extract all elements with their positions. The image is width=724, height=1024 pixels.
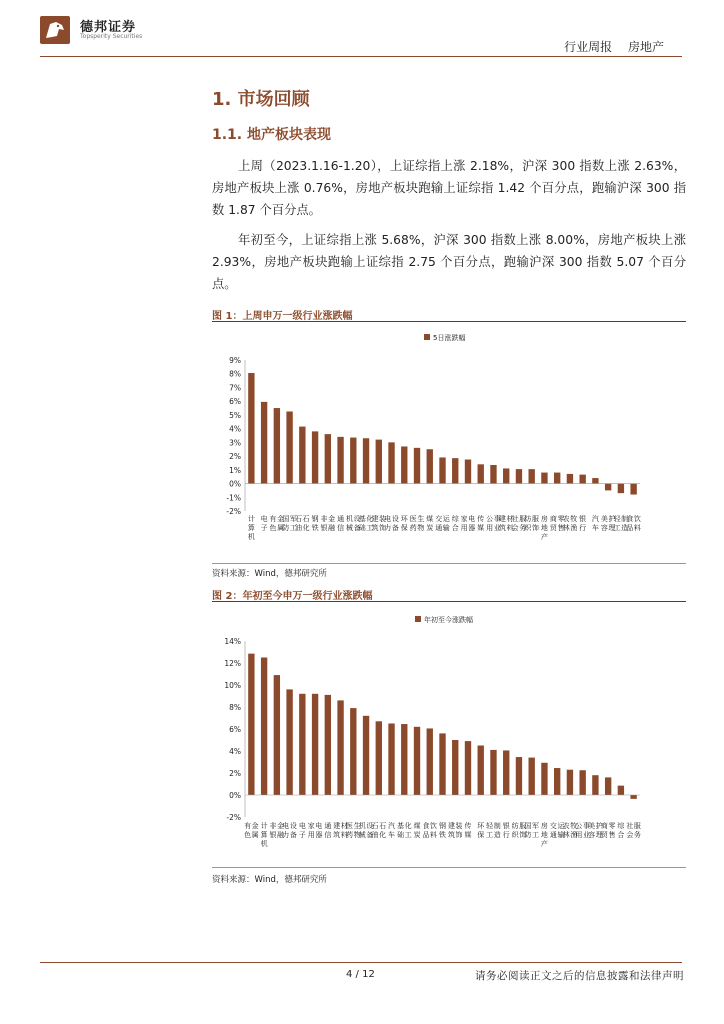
y-tick-label: 0% bbox=[229, 791, 241, 800]
figure2-top-rule bbox=[212, 601, 686, 602]
x-tick-label: 电器 bbox=[315, 822, 323, 839]
x-tick-label: 牧渔 bbox=[570, 515, 578, 532]
y-tick-label: -2% bbox=[226, 813, 241, 822]
chart-bar bbox=[579, 475, 585, 484]
x-tick-label: 军工 bbox=[289, 515, 297, 532]
x-tick-label: 综合 bbox=[617, 822, 625, 839]
x-tick-label: 生物 bbox=[417, 515, 425, 532]
chart-bar bbox=[261, 658, 267, 796]
x-tick-label: 农林 bbox=[562, 515, 570, 532]
y-tick-label: 4% bbox=[229, 424, 241, 434]
legend-swatch bbox=[415, 616, 421, 622]
chart-bar bbox=[427, 728, 433, 795]
y-tick-label: -1% bbox=[226, 493, 241, 503]
chart-bar bbox=[478, 746, 484, 796]
x-tick-label: 生物 bbox=[353, 822, 361, 839]
x-tick-label: 煤炭 bbox=[426, 515, 434, 532]
x-tick-label: 环保 bbox=[477, 822, 485, 839]
chart-bar bbox=[554, 768, 560, 795]
chart-bar bbox=[286, 411, 292, 483]
paragraph-weekly bbox=[212, 155, 686, 221]
chart-bar bbox=[414, 448, 420, 484]
y-tick-label: 12% bbox=[224, 659, 241, 668]
x-tick-label: 汽车 bbox=[388, 822, 396, 839]
x-tick-label: 事业 bbox=[582, 822, 590, 839]
figure2-source: 资料来源：Wind，德邦研究所 bbox=[212, 875, 327, 885]
x-tick-label: 食品 bbox=[626, 515, 634, 532]
chart-bar bbox=[388, 442, 394, 483]
legal-disclaimer: 请务必阅读正文之后的信息披露和法律声明 bbox=[475, 970, 684, 982]
y-tick-label: 0% bbox=[229, 479, 241, 489]
chart-bar bbox=[452, 740, 458, 795]
x-tick-label: 军工 bbox=[531, 822, 539, 839]
x-tick-label: 基础 bbox=[396, 822, 404, 839]
x-tick-label: 设备 bbox=[366, 822, 374, 839]
x-tick-label: 国防 bbox=[282, 515, 290, 532]
chart-bar bbox=[490, 465, 496, 484]
x-tick-label: 材料 bbox=[506, 515, 514, 532]
x-tick-label: 材料 bbox=[340, 822, 348, 839]
x-tick-label: 银行 bbox=[579, 515, 587, 532]
chart-bar bbox=[350, 708, 356, 795]
y-tick-label: 14% bbox=[224, 637, 241, 646]
subsection-title: 1.1. 地产板块表现 bbox=[212, 127, 331, 143]
chart-bar bbox=[605, 777, 611, 795]
x-tick-label: 金属 bbox=[251, 822, 259, 839]
section-title: 1. 市场回顾 bbox=[212, 89, 310, 110]
x-tick-label: 商贸 bbox=[549, 515, 557, 532]
x-tick-label: 设备 bbox=[391, 515, 399, 532]
figure2-title: 图 2：年初至今申万一级行业涨跌幅 bbox=[212, 591, 373, 602]
paragraph-ytd bbox=[212, 229, 686, 295]
chart-bar bbox=[312, 694, 318, 795]
x-tick-label: 钢铁 bbox=[439, 822, 446, 839]
x-tick-label: 社会 bbox=[626, 822, 634, 839]
chart-bar bbox=[401, 446, 407, 483]
x-tick-label: 装饰 bbox=[379, 515, 387, 532]
x-tick-label: 交通 bbox=[549, 822, 557, 839]
chart-bar bbox=[529, 758, 535, 795]
x-tick-label: 建筑 bbox=[371, 515, 379, 532]
y-tick-label: -2% bbox=[226, 507, 241, 516]
x-tick-label: 综合 bbox=[451, 515, 459, 532]
x-tick-label: 石化 bbox=[379, 822, 387, 839]
chart-bar bbox=[299, 694, 305, 795]
x-tick-label: 化工 bbox=[404, 822, 412, 839]
figure2-bottom-rule bbox=[212, 867, 686, 868]
legend-label: 年初至今涨跌幅 bbox=[424, 616, 473, 624]
figure1-title: 图 1：上周申万一级行业涨跌幅 bbox=[212, 311, 353, 322]
chart-bar bbox=[248, 654, 254, 795]
x-tick-label: 运输 bbox=[557, 822, 565, 839]
chart-bar bbox=[630, 795, 636, 799]
logo-icon bbox=[40, 16, 70, 44]
x-tick-label: 家用 bbox=[460, 515, 468, 532]
x-tick-label: 美容 bbox=[600, 515, 608, 532]
x-tick-label: 服务 bbox=[519, 515, 527, 532]
figure1-chart bbox=[212, 324, 686, 562]
x-tick-label: 石油 bbox=[371, 822, 379, 839]
x-tick-label: 机械 bbox=[358, 822, 366, 839]
x-tick-label: 计算机 bbox=[247, 515, 255, 541]
x-tick-label: 电力 bbox=[384, 515, 392, 532]
y-tick-label: 6% bbox=[229, 397, 241, 407]
paragraph-ytd-text: 年初至今，上证综指上涨 5.68%，沪深 300 指数上涨 8.00%，房地产板块上涨 2.93%，房地产板块跑输上证综指 2.75 个百分点，跑输沪深 300 指数 5.07 个百分点。 bbox=[212, 233, 686, 291]
x-tick-label: 美容 bbox=[588, 822, 596, 839]
chart-bar bbox=[541, 763, 547, 795]
x-tick-label: 传媒 bbox=[464, 822, 472, 839]
x-tick-label: 电器 bbox=[468, 515, 476, 532]
x-tick-label: 建筑 bbox=[498, 515, 506, 532]
chart-bar bbox=[618, 484, 624, 494]
x-tick-label: 家用 bbox=[307, 822, 315, 839]
x-tick-label: 饮料 bbox=[633, 515, 641, 532]
brand-name: 德邦证券 bbox=[80, 20, 137, 35]
chart-bar bbox=[567, 770, 573, 795]
y-tick-label: 7% bbox=[229, 383, 241, 393]
x-tick-label: 服务 bbox=[633, 822, 641, 839]
x-tick-label: 金融 bbox=[277, 822, 285, 839]
x-tick-label: 煤炭 bbox=[413, 822, 421, 839]
x-tick-label: 设备 bbox=[289, 822, 297, 839]
chart-bar bbox=[401, 724, 407, 795]
x-tick-label: 非银 bbox=[269, 822, 277, 839]
chart-bar bbox=[261, 402, 267, 484]
y-tick-label: 6% bbox=[229, 725, 241, 734]
x-tick-label: 纺织 bbox=[524, 515, 532, 532]
x-tick-label: 电子 bbox=[260, 515, 268, 532]
y-tick-label: 10% bbox=[224, 681, 241, 690]
legend-swatch bbox=[424, 334, 430, 340]
y-tick-label: 5% bbox=[229, 410, 241, 420]
x-tick-label: 事业 bbox=[493, 515, 501, 532]
y-tick-label: 4% bbox=[229, 747, 241, 756]
x-tick-label: 护理 bbox=[608, 515, 616, 532]
x-tick-label: 金融 bbox=[328, 515, 336, 532]
chart-bar bbox=[465, 741, 471, 795]
x-tick-label: 轻工 bbox=[613, 515, 621, 532]
chart-bar bbox=[554, 473, 560, 484]
x-tick-label: 商贸 bbox=[600, 822, 608, 839]
chart-bar bbox=[325, 695, 331, 795]
chart-bar bbox=[363, 438, 369, 483]
x-tick-label: 交通 bbox=[435, 515, 443, 532]
x-tick-label: 公用 bbox=[486, 515, 494, 532]
x-tick-label: 传媒 bbox=[477, 515, 485, 532]
chart-bar bbox=[337, 437, 343, 484]
header-divider bbox=[40, 56, 682, 57]
y-tick-label: 8% bbox=[229, 703, 241, 712]
chart-bar bbox=[439, 733, 445, 795]
chart-bar bbox=[618, 786, 624, 795]
x-tick-label: 通信 bbox=[324, 822, 332, 839]
x-tick-label: 有色 bbox=[269, 515, 277, 532]
chart-bar bbox=[350, 438, 356, 484]
legend-label: 5日涨跌幅 bbox=[433, 334, 466, 342]
x-tick-label: 医药 bbox=[409, 515, 417, 532]
x-tick-label: 化工 bbox=[366, 515, 374, 532]
x-tick-label: 房地产 bbox=[540, 515, 548, 541]
y-tick-label: 8% bbox=[229, 369, 241, 379]
x-tick-label: 牧渔 bbox=[570, 822, 578, 839]
x-tick-label: 零售 bbox=[608, 822, 616, 839]
y-tick-label: 1% bbox=[229, 465, 241, 475]
y-tick-label: 2% bbox=[229, 452, 241, 462]
x-tick-label: 金属 bbox=[277, 515, 285, 532]
x-tick-label: 计算机 bbox=[260, 822, 268, 848]
x-tick-label: 石化 bbox=[302, 515, 310, 532]
x-tick-label: 建筑 bbox=[447, 822, 455, 839]
chart-bar bbox=[388, 724, 394, 796]
footer-divider bbox=[40, 962, 682, 963]
x-tick-label: 社会 bbox=[511, 515, 519, 532]
brand-name-en: Topsperity Securities bbox=[80, 33, 143, 40]
y-tick-label: 2% bbox=[229, 769, 241, 778]
chart-bar bbox=[452, 458, 458, 483]
chart-bar bbox=[529, 469, 535, 483]
chart-bar bbox=[541, 473, 547, 484]
figure1-top-rule bbox=[212, 321, 686, 322]
x-tick-label: 环保 bbox=[400, 515, 408, 532]
chart-bar bbox=[503, 468, 509, 483]
chart-bar bbox=[363, 716, 369, 795]
chart-bar bbox=[516, 469, 522, 483]
x-tick-label: 服饰 bbox=[531, 515, 539, 532]
x-tick-label: 有色 bbox=[244, 822, 252, 839]
y-tick-label: 9% bbox=[229, 356, 241, 365]
x-tick-label: 通信 bbox=[337, 515, 345, 532]
chart-bar bbox=[630, 484, 636, 495]
header-tags bbox=[552, 38, 664, 55]
x-tick-label: 汽车 bbox=[591, 515, 599, 532]
x-tick-label: 制造 bbox=[493, 822, 501, 839]
x-tick-label: 电力 bbox=[282, 822, 290, 839]
x-tick-label: 房地产 bbox=[540, 822, 548, 848]
chart-bar bbox=[490, 750, 496, 795]
x-tick-label: 轻工 bbox=[486, 822, 494, 839]
x-tick-label: 护理 bbox=[595, 822, 603, 839]
chart-bar bbox=[286, 689, 292, 795]
sector-label: 房地产 bbox=[627, 40, 664, 54]
figure1-source: 资料来源：Wind，德邦研究所 bbox=[212, 569, 327, 579]
chart-bar bbox=[439, 457, 445, 483]
paragraph-weekly-text: 上周（2023.1.16-1.20），上证综指上涨 2.18%，沪深 300 指数上涨 2.63%，房地产板块上涨 0.76%，房地产板块跑输上证综指 1.42 个百分点，跑输沪深 300 指数 1.87 个百分点。 bbox=[212, 159, 686, 217]
chart-bar bbox=[465, 460, 471, 484]
x-tick-label: 运输 bbox=[442, 515, 450, 532]
chart-bar bbox=[248, 373, 254, 484]
x-tick-label: 农林 bbox=[562, 822, 570, 839]
x-tick-label: 电子 bbox=[298, 822, 306, 839]
chart-bar bbox=[567, 474, 573, 484]
chart-bar bbox=[325, 434, 331, 483]
x-tick-label: 医药 bbox=[346, 822, 354, 839]
x-tick-label: 零售 bbox=[557, 515, 565, 532]
chart-bar bbox=[414, 727, 420, 795]
x-tick-label: 石油 bbox=[295, 515, 303, 532]
chart-bar bbox=[427, 449, 433, 483]
x-tick-label: 机械 bbox=[346, 515, 354, 532]
x-tick-label: 纺织 bbox=[511, 822, 519, 839]
x-tick-label: 制造 bbox=[621, 515, 629, 532]
x-tick-label: 国防 bbox=[524, 822, 532, 839]
figure2-chart bbox=[212, 604, 686, 866]
chart-bar bbox=[376, 440, 382, 484]
page-number: 4 / 12 bbox=[346, 969, 375, 980]
chart-bar bbox=[503, 750, 509, 795]
chart-bar bbox=[516, 757, 522, 795]
chart-bar bbox=[605, 484, 611, 491]
x-tick-label: 服饰 bbox=[519, 822, 527, 839]
x-tick-label: 装饰 bbox=[455, 822, 463, 839]
report-type: 行业周报 bbox=[564, 40, 613, 54]
chart-bar bbox=[312, 431, 318, 483]
company-logo bbox=[40, 16, 70, 44]
x-tick-label: 设备 bbox=[353, 515, 361, 532]
x-tick-label: 钢铁 bbox=[311, 515, 319, 532]
chart-bar bbox=[274, 408, 280, 484]
chart-bar bbox=[592, 478, 598, 483]
chart-bar bbox=[299, 427, 305, 484]
x-tick-label: 银行 bbox=[502, 822, 510, 839]
x-tick-label: 食品 bbox=[422, 822, 430, 839]
figure1-bottom-rule bbox=[212, 563, 686, 564]
x-tick-label: 公用 bbox=[575, 822, 583, 839]
chart-bar bbox=[376, 721, 382, 795]
chart-bar bbox=[592, 775, 598, 795]
x-tick-label: 建筑 bbox=[333, 822, 341, 839]
chart-bar bbox=[274, 675, 280, 795]
x-tick-label: 饮料 bbox=[430, 822, 438, 839]
x-tick-label: 基础 bbox=[358, 515, 366, 532]
chart-bar bbox=[478, 464, 484, 483]
chart-bar bbox=[337, 700, 343, 795]
x-tick-label: 非银 bbox=[320, 515, 328, 532]
y-tick-label: 3% bbox=[229, 438, 241, 448]
chart-bar bbox=[579, 770, 585, 795]
